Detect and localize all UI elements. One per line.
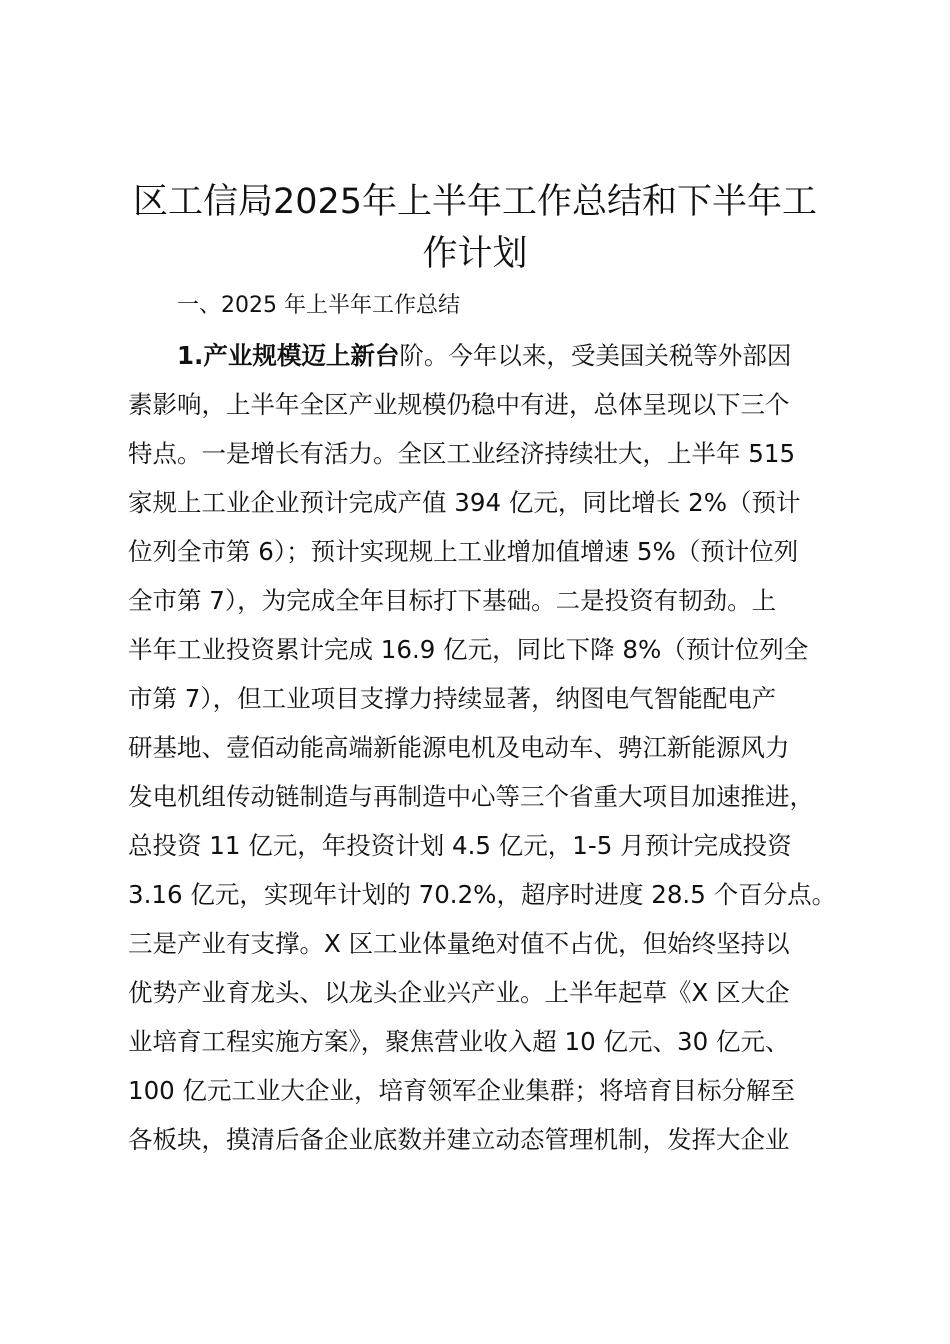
paragraph-line: 三是产业有支撑。X 区工业体量绝对值不占优，但始终坚持以 xyxy=(128,929,790,958)
section-heading: 一、2025 年上半年工作总结 xyxy=(177,293,460,318)
paragraph-line: 家规上工业企业预计完成产值 394 亿元，同比增长 2%（预计 xyxy=(128,488,801,517)
paragraph-line: 发电机组传动链制造与再制造中心等三个省重大项目加速推进， xyxy=(128,782,814,811)
title-line-1: 区工信局2025年上半年工作总结和下半年工 xyxy=(132,182,818,222)
paragraph-line: 业培育工程实施方案》，聚焦营业收入超 10 亿元、30 亿元、 xyxy=(128,1027,790,1056)
paragraph-line: 优势产业育龙头、以龙头企业兴产业。上半年起草《X 区大企 xyxy=(128,978,790,1007)
paragraph-line: 市第 7），但工业项目支撑力持续显著，纳图电气智能配电产 xyxy=(128,684,777,713)
paragraph-line: 100 亿元工业大企业，培育领军企业集群；将培育目标分解至 xyxy=(128,1076,796,1105)
paragraph-line: 位列全市第 6）；预计实现规上工业增加值增速 5%（预计位列 xyxy=(128,537,799,566)
paragraph-line: 素影响，上半年全区产业规模仍稳中有进，总体呈现以下三个 xyxy=(128,390,790,419)
paragraph-first-line xyxy=(177,338,858,374)
paragraph-line: 总投资 11 亿元，年投资计划 4.5 亿元，1-5 月预计完成投资 xyxy=(128,831,792,860)
title-line-2: 作计划 xyxy=(422,234,528,274)
paragraph-line: 阶。今年以来，受美国关税等外部因 xyxy=(399,341,792,370)
paragraph-line: 特点。一是增长有活力。全区工业经济持续壮大，上半年 515 xyxy=(128,439,796,468)
paragraph-line: 3.16 亿元，实现年计划的 70.2%，超序时进度 28.5 个百分点。 xyxy=(128,880,837,909)
paragraph-line: 研基地、壹佰动能高端新能源电机及电动车、骋江新能源风力 xyxy=(128,733,790,762)
paragraph-line: 全市第 7），为完成全年目标打下基础。二是投资有韧劲。上 xyxy=(128,586,777,615)
paragraph-lead-bold: 1.产业规模迈上新台 xyxy=(177,341,400,370)
document-title xyxy=(110,176,840,280)
paragraph-line: 半年工业投资累计完成 16.9 亿元，同比下降 8%（预计位列全 xyxy=(128,635,809,664)
paragraph-line: 各板块，摸清后备企业底数并建立动态管理机制，发挥大企业 xyxy=(128,1125,790,1154)
